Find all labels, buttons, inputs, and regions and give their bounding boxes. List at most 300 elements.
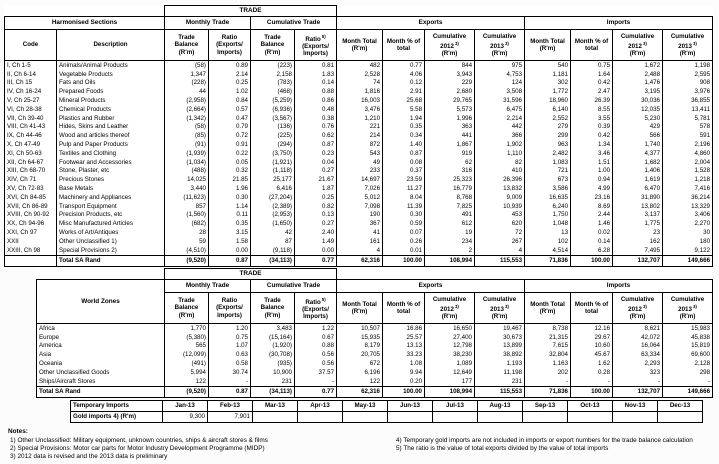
cell — [298, 412, 343, 423]
cell: 4,753 — [475, 70, 525, 79]
cell: 162 — [613, 237, 663, 246]
cell: 3,476 — [337, 105, 383, 114]
cell: 1,740 — [613, 140, 663, 149]
cell: (9,520) — [165, 386, 209, 397]
cell: 42,072 — [613, 333, 663, 342]
cell: 0.75 — [209, 333, 251, 342]
cell: 1,528 — [663, 167, 713, 176]
cell: Plastics and Rubber — [57, 114, 165, 123]
cell: Stone, Plaster, etc — [57, 167, 165, 176]
cell: 12,798 — [425, 342, 475, 351]
cell: - — [571, 377, 613, 386]
cell: Wood and articles thereof — [57, 131, 165, 140]
cell: 15,819 — [663, 342, 713, 351]
cell: Base Metals — [57, 184, 165, 193]
cell: 28 — [165, 228, 209, 237]
cell: 844 — [425, 61, 475, 70]
cell: 27,400 — [425, 333, 475, 342]
cell: 9.94 — [383, 368, 425, 377]
cell: 620 — [475, 219, 525, 228]
cell: 1.22 — [295, 324, 337, 333]
cell: 161 — [337, 237, 383, 246]
table-row — [37, 368, 713, 377]
table-row — [37, 377, 713, 386]
cell: 1.62 — [571, 359, 613, 368]
cell: (58) — [165, 61, 209, 70]
cell: 2.44 — [571, 211, 613, 220]
cell: (468) — [251, 87, 295, 96]
cell: 9,009 — [475, 193, 525, 202]
temporary-imports-table — [70, 400, 703, 423]
cell: 2 — [425, 246, 475, 255]
col-header-exports-month-pct: Month % of total — [383, 293, 425, 324]
cell: 363 — [425, 123, 475, 132]
cell: 5,012 — [337, 193, 383, 202]
month-header: Mar-13 — [253, 401, 298, 412]
cell: 491 — [425, 211, 475, 220]
cell: 177 — [425, 377, 475, 386]
cell: 0.88 — [295, 342, 337, 351]
cell: 100.00 — [383, 386, 425, 397]
cell — [613, 412, 658, 423]
cell: Hides, Skins and Leather — [57, 123, 165, 132]
cell: 0.42 — [571, 79, 613, 88]
cell: 0.47 — [209, 114, 251, 123]
cell: 59 — [165, 237, 209, 246]
cell: 7,098 — [337, 202, 383, 211]
col-header-trade-balance: Trade Balance (R'm) — [165, 293, 209, 324]
cell: 975 — [475, 61, 525, 70]
cell: 540 — [525, 61, 571, 70]
col-header-exports-cum-2012: Cumulative 2012$^{3)}$ (R'm) — [425, 293, 475, 324]
cell: XVIII, Ch 90-92 — [5, 211, 57, 220]
cell: (225) — [251, 131, 295, 140]
cell: 16,064 — [613, 342, 663, 351]
cell: 299 — [525, 131, 571, 140]
cell: 25.68 — [383, 96, 425, 105]
cell: 31,890 — [613, 193, 663, 202]
temporary-imports-title: Temporary Imports — [71, 401, 163, 412]
cell: 0.14 — [571, 237, 613, 246]
note-5: 5) The ratio is the value of total exports divided by the value of total imports — [396, 445, 609, 453]
cell: 13,411 — [663, 105, 713, 114]
col-header-code: Code — [5, 30, 57, 61]
table-row — [5, 175, 713, 184]
cell: (1,342) — [165, 114, 209, 123]
cell: 0.07 — [383, 228, 425, 237]
cell: 0.87 — [383, 149, 425, 158]
table-row — [5, 202, 713, 211]
cell: 0.42 — [571, 131, 613, 140]
cell: 0.56 — [295, 350, 337, 359]
cell: I, Ch 1-5 — [5, 61, 57, 70]
cell: 49 — [337, 158, 383, 167]
cell: (682) — [165, 219, 209, 228]
cell: 221 — [337, 123, 383, 132]
col-header-ratio: Ratio (Exports/ Imports) — [209, 30, 251, 61]
cell: XVI, Ch 84-85 — [5, 193, 57, 202]
table-row — [5, 70, 713, 79]
cell: 0.00 — [295, 246, 337, 255]
cell: 565 — [165, 342, 209, 351]
cell: 3,943 — [425, 70, 475, 79]
cell: 0.84 — [209, 96, 251, 105]
cell: - — [209, 377, 251, 386]
cell: 0.77 — [295, 255, 337, 266]
cell: Footwear and Accessories — [57, 158, 165, 167]
spacer — [37, 269, 165, 280]
cell: 13,802 — [613, 202, 663, 211]
cell: Special Provisions 2) — [57, 246, 165, 255]
month-header: Apr-13 — [298, 401, 343, 412]
cell: 1,181 — [525, 70, 571, 79]
cell: Africa — [37, 324, 165, 333]
table-row — [37, 342, 713, 351]
cell: 442 — [475, 123, 525, 132]
cell: 2.47 — [571, 87, 613, 96]
cell: 1.94 — [383, 114, 425, 123]
cell: 0.63 — [209, 350, 251, 359]
cell: 6,416 — [251, 184, 295, 193]
cell: 4,514 — [525, 246, 571, 255]
cell: 2,158 — [251, 70, 295, 79]
cell: 0.34 — [383, 131, 425, 140]
cell: 8.55 — [571, 105, 613, 114]
cell: 1.46 — [571, 219, 613, 228]
cell: 8,768 — [425, 193, 475, 202]
cell: 38,892 — [475, 350, 525, 359]
cell: 721 — [525, 167, 571, 176]
cell — [343, 412, 388, 423]
cell: 1,775 — [613, 219, 663, 228]
cell: 366 — [475, 131, 525, 140]
cell: 62 — [425, 158, 475, 167]
cell: XX, Ch 94-96 — [5, 219, 57, 228]
cell: 441 — [425, 131, 475, 140]
cell: (3,750) — [251, 149, 295, 158]
cell: XIV, Ch 71 — [5, 175, 57, 184]
cell: 279 — [525, 123, 571, 132]
cell: XIII, Ch 68-70 — [5, 167, 57, 176]
cell: 1,218 — [663, 175, 713, 184]
cell: 25,323 — [425, 175, 475, 184]
col-header-exports-month-pct: Month % of total — [383, 30, 425, 61]
cell: 149,666 — [663, 255, 713, 266]
cell: 108,994 — [425, 386, 475, 397]
cell: 612 — [425, 219, 475, 228]
cell: VI, Ch 28-38 — [5, 105, 57, 114]
cell: (1,921) — [251, 158, 295, 167]
cell: (1,034) — [165, 158, 209, 167]
cell — [568, 412, 613, 423]
cell: 0.37 — [383, 167, 425, 176]
cell: Total SA Rand — [57, 255, 165, 266]
cell: 0.14 — [295, 79, 337, 88]
month-header: Jul-13 — [433, 401, 478, 412]
cell: 6,470 — [613, 184, 663, 193]
cell: 0.56 — [295, 359, 337, 368]
cell: (9,118) — [251, 246, 295, 255]
cell: Oceania — [37, 359, 165, 368]
cell: 0.87 — [295, 140, 337, 149]
cell: 15,983 — [663, 324, 713, 333]
table-row — [5, 131, 713, 140]
cell: (11,623) — [165, 193, 209, 202]
cell: 1,089 — [425, 359, 475, 368]
col-header-ratio: Ratio (Exports/ Imports) — [209, 293, 251, 324]
cell: 33.23 — [383, 350, 425, 359]
cell: 3,586 — [525, 184, 571, 193]
cell: Mineral Products — [57, 96, 165, 105]
cell: (6,936) — [251, 105, 295, 114]
col-header-exports-month-total: Month Total (R'm) — [337, 30, 383, 61]
cell: 3,976 — [663, 87, 713, 96]
cell: 5,781 — [663, 114, 713, 123]
spacer — [337, 269, 713, 280]
cell: 0.12 — [383, 79, 425, 88]
cell: 9,300 — [163, 412, 208, 423]
cell: 1,816 — [337, 87, 383, 96]
cell: 36,855 — [663, 96, 713, 105]
cell: (34,113) — [251, 386, 295, 397]
cell: III, Ch 15 — [5, 79, 57, 88]
col-header-exports-cum-2013: Cumulative 2013$^{3)}$ (R'm) — [475, 293, 525, 324]
cell: 1,619 — [613, 175, 663, 184]
cell: 2,214 — [475, 114, 525, 123]
monthly-trade-header: Monthly Trade — [165, 280, 251, 293]
cell: 229 — [425, 79, 475, 88]
month-header: Nov-13 — [613, 401, 658, 412]
cell: 30,036 — [613, 96, 663, 105]
cell: Ships/Aircraft Stores — [37, 377, 165, 386]
cell: 316 — [425, 167, 475, 176]
table-row — [5, 123, 713, 132]
cell: (15,164) — [251, 333, 295, 342]
gold-imports-label: Gold imports 4) (R'm) — [71, 412, 163, 423]
cell: 1,083 — [525, 158, 571, 167]
cell: 180 — [663, 237, 713, 246]
harmonised-sections-header: Harmonised Sections — [5, 17, 165, 30]
cell: 1,210 — [337, 114, 383, 123]
table-row — [5, 96, 713, 105]
cell: Europe — [37, 333, 165, 342]
cell: 16,635 — [525, 193, 571, 202]
cell: 21.85 — [209, 175, 251, 184]
cell: 74 — [337, 79, 383, 88]
note-4: 4) Temporary gold imports are not included in imports or export numbers for the trade balance calculation — [396, 437, 693, 444]
col-header-exports-month-total: Month Total (R'm) — [337, 293, 383, 324]
cell: 108,994 — [425, 255, 475, 266]
cell: 16,003 — [337, 96, 383, 105]
cell: 14,025 — [165, 175, 209, 184]
col-header-imports-cum-2013: Cumulative 2013$^{3)}$ (R'm) — [663, 293, 713, 324]
cell: 1,163 — [525, 359, 571, 368]
col-header-ratio-cum: Ratio$^{5)}$ (Exports/ Imports) — [295, 30, 337, 61]
cell: 71,836 — [525, 386, 571, 397]
cell: 234 — [425, 237, 475, 246]
cell: 29.67 — [571, 333, 613, 342]
cell: 0.35 — [383, 123, 425, 132]
cell: 0.30 — [383, 211, 425, 220]
cell: 233 — [337, 167, 383, 176]
cell: 13 — [525, 228, 571, 237]
cell: 0.35 — [209, 219, 251, 228]
cell: (2,953) — [251, 211, 295, 220]
cell: 0.91 — [209, 140, 251, 149]
cell: 0.02 — [571, 228, 613, 237]
cell: (5,380) — [165, 333, 209, 342]
imports-header: Imports — [525, 280, 713, 293]
cell: 1.49 — [295, 237, 337, 246]
cell: (2,958) — [165, 96, 209, 105]
cell: 21.67 — [295, 175, 337, 184]
table-row — [5, 87, 713, 96]
cell: 37.57 — [295, 368, 337, 377]
world-zones-table — [36, 268, 713, 398]
col-header-imports-cum-2012: Cumulative 2012$^{3)}$ (R'm) — [613, 293, 663, 324]
col-header-imports-month-pct: Month % of total — [571, 30, 613, 61]
table-row — [5, 237, 713, 246]
monthly-trade-header: Monthly Trade — [165, 17, 251, 30]
cell: 872 — [337, 140, 383, 149]
col-header-trade-balance-cum: Trade Balance (R'm) — [251, 30, 295, 61]
cell: 4 — [475, 246, 525, 255]
cell: 1.40 — [383, 140, 425, 149]
cell: 0.25 — [209, 79, 251, 88]
cell: 1,476 — [613, 79, 663, 88]
cell: 3.55 — [571, 114, 613, 123]
cell: Animals/Animal Products — [57, 61, 165, 70]
cell: 1.08 — [383, 359, 425, 368]
cell: 1.83 — [295, 70, 337, 79]
cell: Precious Stones — [57, 175, 165, 184]
cell: 231 — [251, 377, 295, 386]
table-row — [37, 386, 713, 397]
cell: 15,935 — [337, 333, 383, 342]
cell: 12,649 — [425, 368, 475, 377]
cell: Vegetable Products — [57, 70, 165, 79]
table-row — [5, 158, 713, 167]
cell: Total SA Rand — [37, 386, 165, 397]
cell: 0.28 — [571, 368, 613, 377]
cell: 149,666 — [663, 386, 713, 397]
cell: 0.25 — [295, 193, 337, 202]
table-row — [5, 255, 713, 266]
cell: (2,664) — [165, 105, 209, 114]
cell: (488) — [165, 167, 209, 176]
exports-header: Exports — [337, 17, 525, 30]
cell: 1.64 — [571, 70, 613, 79]
cell: 1,867 — [425, 140, 475, 149]
cell: 102 — [525, 237, 571, 246]
cell: 202 — [525, 368, 571, 377]
cell: 30 — [663, 228, 713, 237]
cell: 44 — [165, 87, 209, 96]
cell: 1.02 — [209, 87, 251, 96]
cell: 6,140 — [525, 105, 571, 114]
cell: 10,900 — [251, 368, 295, 377]
cell: 323 — [613, 368, 663, 377]
cell: (491) — [165, 359, 209, 368]
cell: 1.96 — [209, 184, 251, 193]
cell: 6,196 — [337, 368, 383, 377]
table-row — [37, 359, 713, 368]
cell: 100.00 — [571, 255, 613, 266]
cell: 566 — [613, 131, 663, 140]
cell: 231 — [475, 377, 525, 386]
cell: 1.34 — [571, 140, 613, 149]
cell: V, Ch 25-27 — [5, 96, 57, 105]
cell: IX, Ch 44-46 — [5, 131, 57, 140]
zones-table-body — [37, 324, 713, 398]
trade-group-header: TRADE — [165, 6, 337, 17]
cell: 2,196 — [663, 140, 713, 149]
cell: 0.57 — [209, 105, 251, 114]
cell: 0.30 — [209, 193, 251, 202]
cell: 0.04 — [295, 158, 337, 167]
cell: II, Ch 6-14 — [5, 70, 57, 79]
cell: 0.81 — [295, 61, 337, 70]
table-row — [5, 79, 713, 88]
cell: 82 — [475, 158, 525, 167]
cell: Precision Products, etc — [57, 211, 165, 220]
month-header: Oct-13 — [568, 401, 613, 412]
cell: 132,707 — [613, 255, 663, 266]
cell: 0.87 — [209, 255, 251, 266]
cell: 1,198 — [663, 61, 713, 70]
month-header: Jun-13 — [388, 401, 433, 412]
cell: 0.01 — [383, 246, 425, 255]
cell: 45,838 — [663, 333, 713, 342]
cell: 26.39 — [571, 96, 613, 105]
col-header-imports-month-total: Month Total (R'm) — [525, 30, 571, 61]
cell: VIII, Ch 41-43 — [5, 123, 57, 132]
cell: 1,347 — [165, 70, 209, 79]
cell: 12,035 — [613, 105, 663, 114]
table-row — [5, 114, 713, 123]
cell: 100.00 — [383, 255, 425, 266]
gold-imports-row — [71, 412, 703, 423]
imports-header: Imports — [525, 17, 713, 30]
cell: (85) — [165, 131, 209, 140]
cell: 591 — [663, 131, 713, 140]
cell: 0.75 — [571, 61, 613, 70]
cell: 673 — [525, 175, 571, 184]
cell: (294) — [251, 140, 295, 149]
cell: 115,553 — [475, 255, 525, 266]
table-row — [5, 246, 713, 255]
cell: 2,270 — [663, 219, 713, 228]
cell: 7,495 — [613, 246, 663, 255]
cell: 0.38 — [295, 114, 337, 123]
cell: 19,467 — [475, 324, 525, 333]
cell: 0.58 — [209, 359, 251, 368]
cell: 1,902 — [475, 140, 525, 149]
cell: (1,939) — [165, 149, 209, 158]
cell: 0.88 — [295, 87, 337, 96]
cell: America — [37, 342, 165, 351]
cell: X, Ch 47-49 — [5, 140, 57, 149]
table-row — [5, 140, 713, 149]
table-row — [37, 333, 713, 342]
cell: 4.99 — [571, 184, 613, 193]
cell: (12,099) — [165, 350, 209, 359]
cell: 0.89 — [209, 61, 251, 70]
col-header-imports-cum-2013: Cumulative 2013$^{3)}$ (R'm) — [663, 30, 713, 61]
cell: 21,315 — [525, 333, 571, 342]
cell: 7,615 — [525, 342, 571, 351]
cell: 0.05 — [209, 158, 251, 167]
